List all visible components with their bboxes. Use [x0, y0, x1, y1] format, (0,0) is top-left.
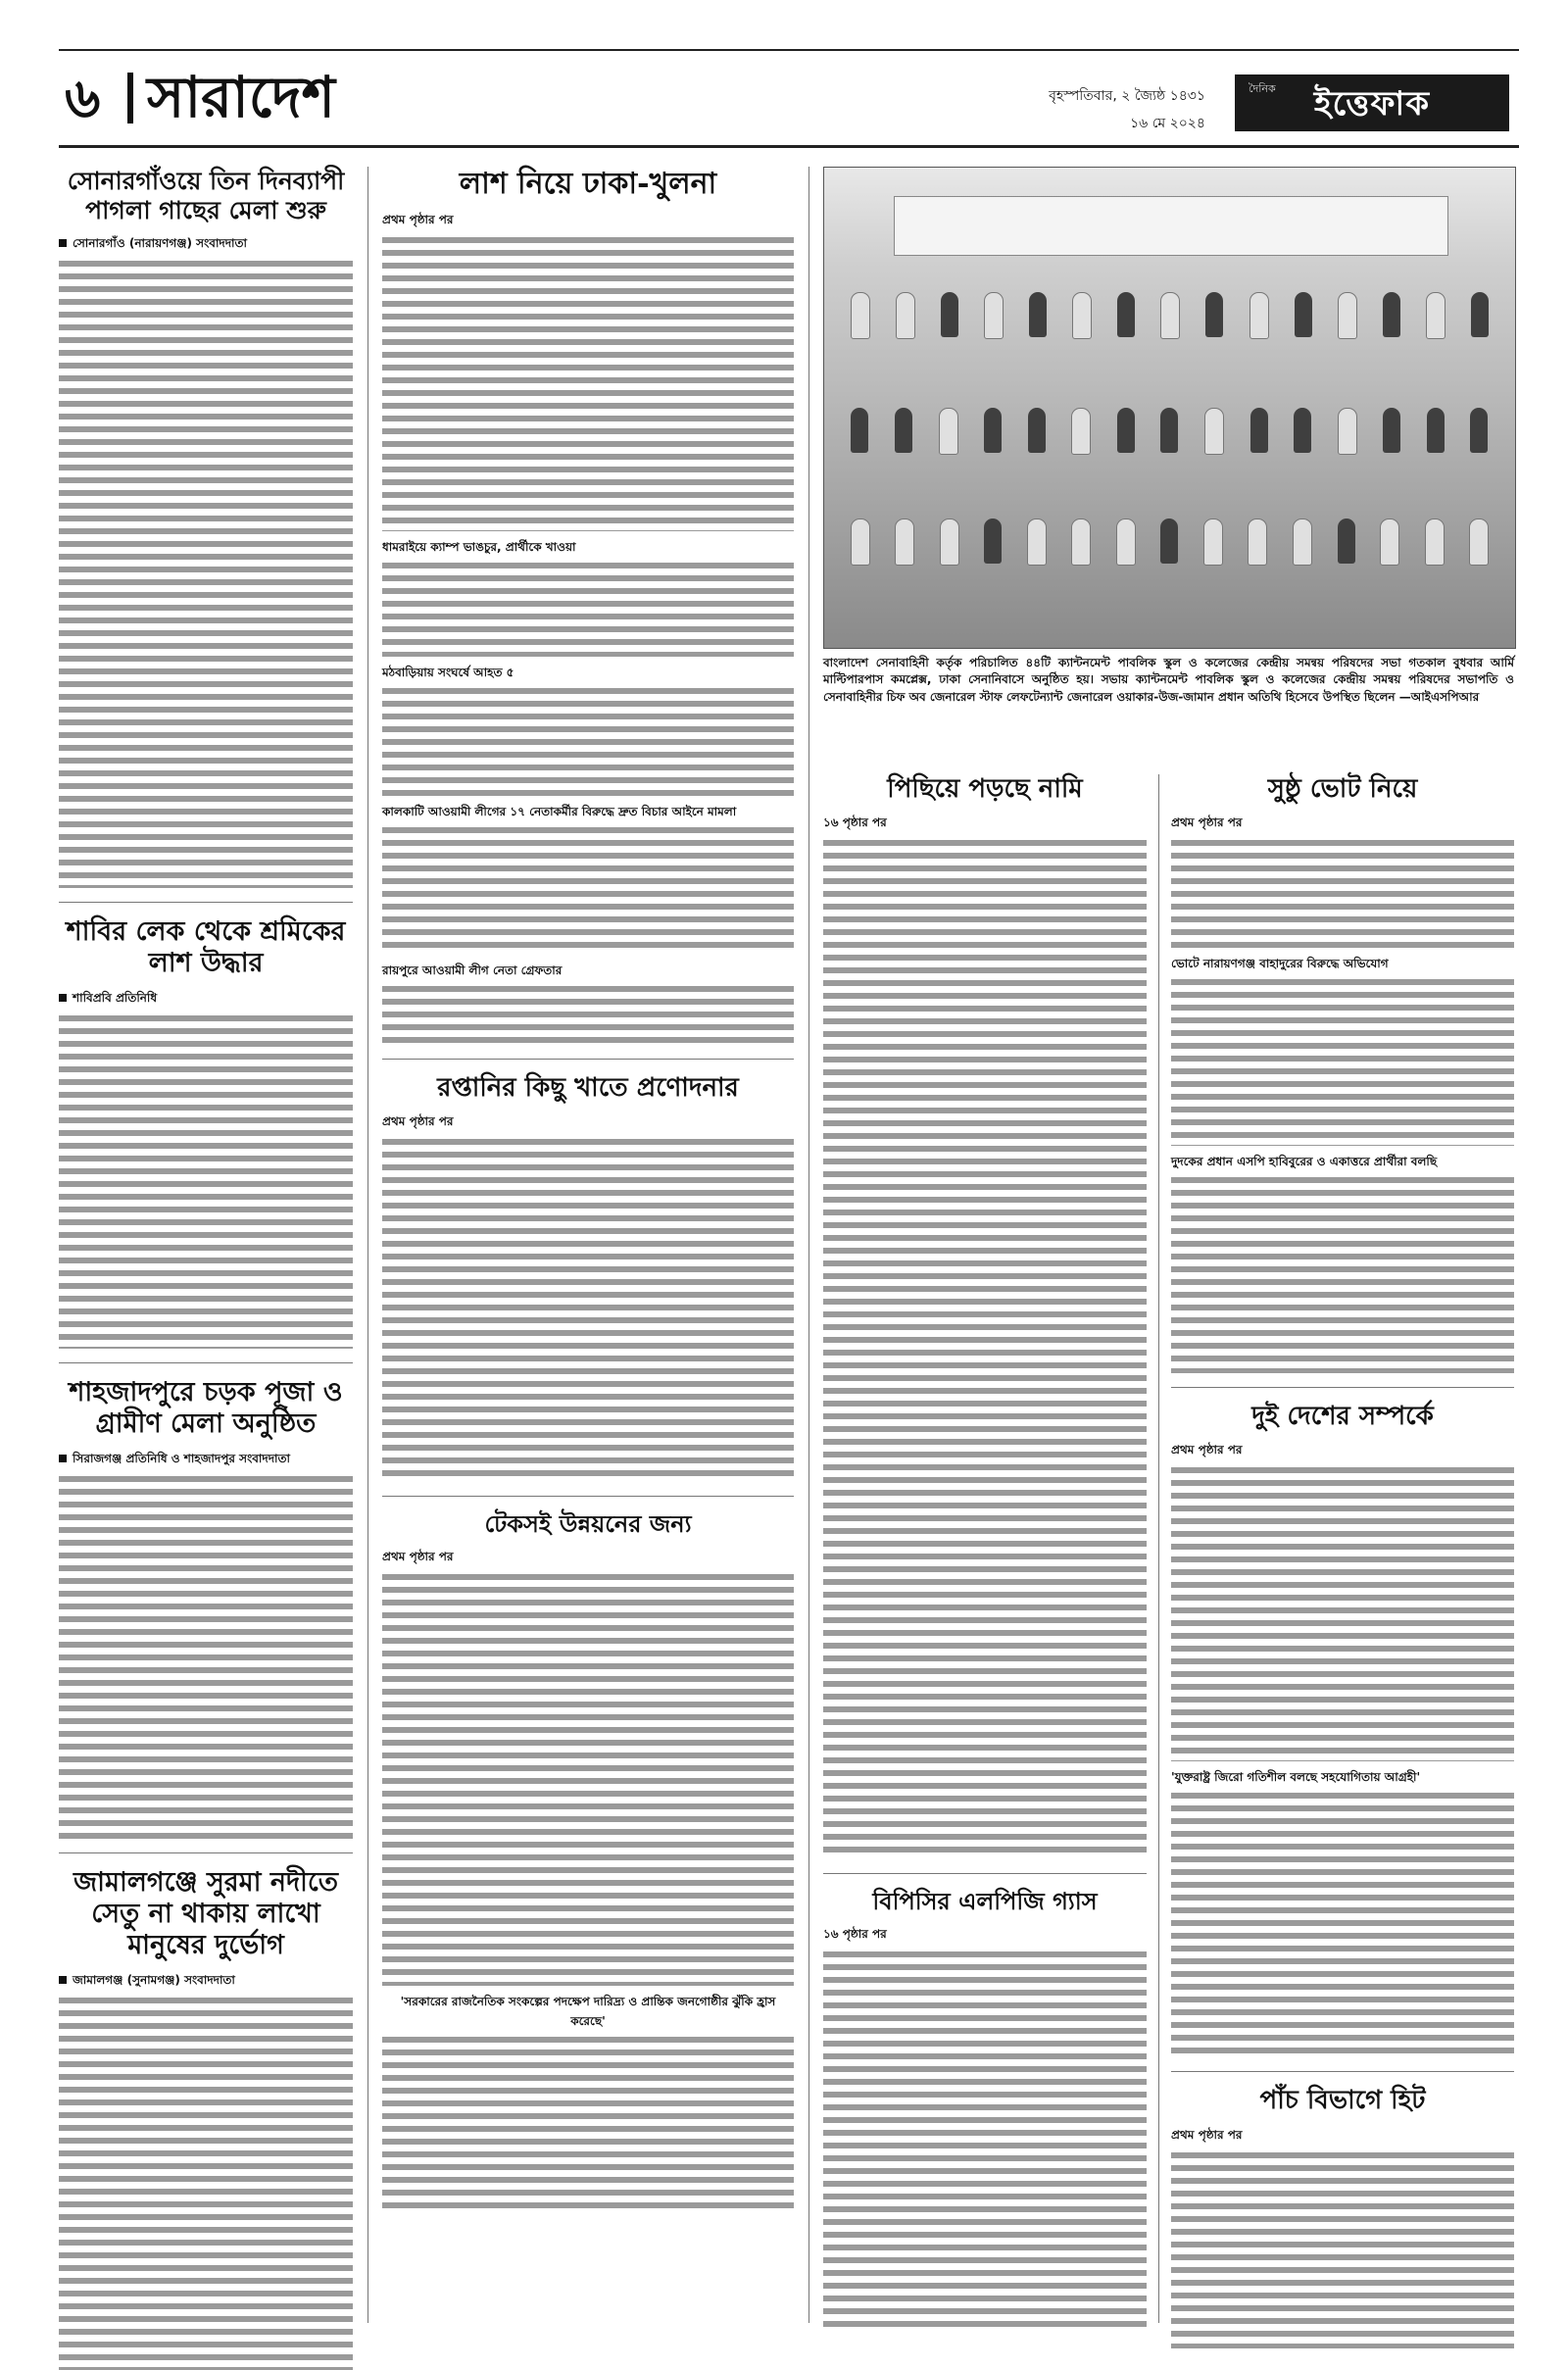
article-body-lash: [382, 237, 794, 531]
continuation-label: প্রথম পৃষ্ঠার পর: [382, 1114, 454, 1129]
article-body-vote-2: [1171, 979, 1514, 1146]
headline-pichhiye-porchhe: পিছিয়ে পড়ছে নামি: [887, 774, 1083, 804]
group-photo: [823, 167, 1516, 649]
continuation-label: প্রথম পৃষ্ঠার পর: [382, 1549, 454, 1563]
continuation-label: প্রথম পৃষ্ঠার পর: [382, 213, 454, 226]
article-body-roptani: [382, 1139, 794, 1482]
headline-lash-niye-dhaka-khulna: লাশ নিয়ে ঢাকা-খুলনা: [459, 167, 717, 201]
divider: [59, 1852, 353, 1853]
column-center-right: [823, 774, 1147, 2334]
divider: [382, 1059, 794, 1060]
section-title: সারাদেশ: [147, 64, 335, 130]
section-divider: [127, 73, 133, 123]
article-body-teksoi: [382, 1574, 794, 1986]
headline-shabi-lake: শাবির লেক থেকে শ্রমিকের লাশ উদ্ধার: [66, 916, 346, 979]
continuation-label: প্রথম পৃষ্ঠার পর: [1171, 815, 1243, 830]
divider: [59, 902, 353, 903]
divider: [382, 1496, 794, 1497]
headline-jamalganj-surma: জামালগঞ্জে সুরমা নদীতে সেতু না থাকায় লাখো মানুষের দুর্ভোগ: [74, 1866, 338, 1961]
continuation-label: প্রথম পৃষ্ঠার পর: [1171, 2127, 1243, 2142]
divider: [823, 1873, 1147, 1874]
continuation-label: প্রথম পৃষ্ঠার পর: [1171, 1443, 1243, 1457]
divider: [1171, 2071, 1514, 2072]
headline-panch-bibhage-heat: পাঁচ বিভাগে হিট: [1259, 2086, 1426, 2116]
column-rule: [808, 167, 809, 2323]
masthead: [59, 49, 1519, 142]
subhead-quote: 'সরকারের রাজনৈতিক সংকল্পের পদক্ষেপ দারিদ্র্য ও প্রান্তিক জনগোষ্ঠীর ঝুঁকি হ্রাস করেছে': [400, 1994, 776, 2028]
photo-credit: —আইএসপিআর: [1398, 689, 1480, 704]
column-right: [1171, 774, 1514, 2348]
banner: [894, 196, 1448, 256]
masthead-rule: [59, 145, 1519, 148]
article-body-raipur: [382, 986, 794, 1045]
headline-bpc-lpg: বিপিসির এলপিজি গ্যাস: [872, 1887, 1098, 1916]
logo-small-text: দৈনিক: [1249, 82, 1276, 95]
article-body-heat: [1171, 2152, 1514, 2348]
article-body-shahjadpur: [59, 1476, 353, 1839]
continuation-label: ১৬ পৃষ্ঠার পর: [823, 815, 887, 830]
subhead-kalkati: কালকাটি আওয়ামী লীগের ১৭ নেতাকর্মীর বিরুদ্ধে দ্রুত বিচার আইনে মামলা: [382, 805, 737, 818]
headline-pagla-gachh-mela: সোনারগাঁওয়ে তিন দিনব্যাপী পাগলা গাছের মেলা শুরু: [67, 167, 345, 224]
article-body-dhamrai: [382, 563, 794, 657]
subhead-mathbaria: মঠবাড়িয়ায় সংঘর্ষে আহত ৫: [382, 666, 514, 679]
article-body-pagla-gachh: [59, 261, 353, 888]
headline-sushthu-vote: সুষ্ঠু ভোট নিয়ে: [1267, 774, 1418, 804]
date-bangla: বৃহস্পতিবার, ২ জ্যৈষ্ঠ ১৪৩১: [1049, 88, 1205, 104]
subhead-usa-quote: 'যুক্তরাষ্ট্র জিরো গতিশীল বলছে সহযোগিতায় আগ্রহী': [1171, 1770, 1421, 1785]
article-body-somporko: [1171, 1467, 1514, 1761]
article-body-shabi-lake: [59, 1015, 353, 1349]
photo-caption: বাংলাদেশ সেনাবাহিনী কর্তৃক পরিচালিত ৪৪টি ক্যান্টনমেন্ট পাবলিক স্কুল ও কলেজের কেন্দ্রীয় সমন্বয় পরিষদের সভা গতকাল বুধবার আর্মি মাল্টিপারপাস কমপ্লেক্স, ঢাকা সেনানিবাসে অনুষ্ঠিত হয়। সভায় ক্যান্টনমেন্ট পাবলিক স্কুল ও কলেজের কেন্দ্রীয় সমন্বয় পরিষদের সভাপতি ও সেনাবাহিনীর চিফ অব জেনারেল স্টাফ লেফটেন্যান্ট জেনারেল ওয়াকার-উজ-জামান প্রধান অতিথি হিসেবে উপস্থিত ছিলেন: [823, 656, 1514, 704]
photo-block: [823, 167, 1514, 706]
byline-jamalganj: জামালগঞ্জ (সুনামগঞ্জ) সংবাদদাতা: [73, 1972, 235, 1987]
byline-shabiprobi: শাবিপ্রবি প্রতিনিধি: [73, 990, 158, 1005]
divider: [1171, 1387, 1514, 1388]
headline-teksoi-unnoyon: টেকসই উন্নয়নের জন্য: [484, 1509, 692, 1539]
article-body-lpg: [823, 1951, 1147, 2334]
top-rule: [59, 49, 1519, 51]
logo-text: ইত্তেফাক: [1313, 83, 1431, 123]
subhead-narayanganj: ভোটে নারায়ণগঞ্জ বাহাদুরের বিরুদ্ধে অভিযোগ: [1171, 957, 1389, 971]
column-left: [59, 167, 353, 2370]
newspaper-page: [59, 49, 1519, 2333]
byline-sonargaon: সোনারগাঁও (নারায়ণগঞ্জ) সংবাদদাতা: [73, 236, 248, 250]
newspaper-logo: [1235, 74, 1509, 131]
byline-sirajganj: সিরাজগঞ্জ প্রতিনিধি ও শাহজাদপুর সংবাদদাতা: [73, 1451, 290, 1465]
article-body-pichhiye: [823, 840, 1147, 1859]
article-body-somporko-2: [1171, 1793, 1514, 2057]
continuation-label: ১৬ পৃষ্ঠার পর: [823, 1926, 887, 1941]
article-body-vote: [1171, 840, 1514, 948]
article-body-mathbaria: [382, 688, 794, 796]
subhead-raipur: রায়পুরে আওয়ামী লীগ নেতা গ্রেফতার: [382, 963, 563, 977]
subhead-dhamrai: ধামরাইয়ে ক্যাম্প ভাঙচুর, প্রার্থীকে খাওয়া: [382, 540, 576, 554]
headline-shahjadpur-chorok: শাহজাদপুরে চড়ক পূজা ও গ্রামীণ মেলা অনুষ্ঠিত: [69, 1376, 343, 1440]
subhead-dudok: দুদকের প্রধান এসপি হাবিবুরের ও একাত্তরে প্রার্থীরা বলছি: [1171, 1155, 1438, 1169]
page-number: ৬: [65, 66, 101, 130]
date-english: ১৬ মে ২০২৪: [1130, 116, 1205, 131]
column-center-left: [382, 167, 794, 2213]
divider: [59, 1362, 353, 1363]
headline-dui-desher-somporke: দুই দেশের সম্পর্কে: [1251, 1402, 1434, 1432]
headline-roptanir-prono-dona: রপ্তানির কিছু খাতে প্রণোদনার: [437, 1073, 739, 1103]
article-body-jamalganj: [59, 1998, 353, 2370]
article-body-kalkati: [382, 827, 794, 955]
article-body-teksoi-2: [382, 2037, 794, 2213]
article-body-vote-3: [1171, 1177, 1514, 1373]
column-rule: [1158, 774, 1159, 2323]
